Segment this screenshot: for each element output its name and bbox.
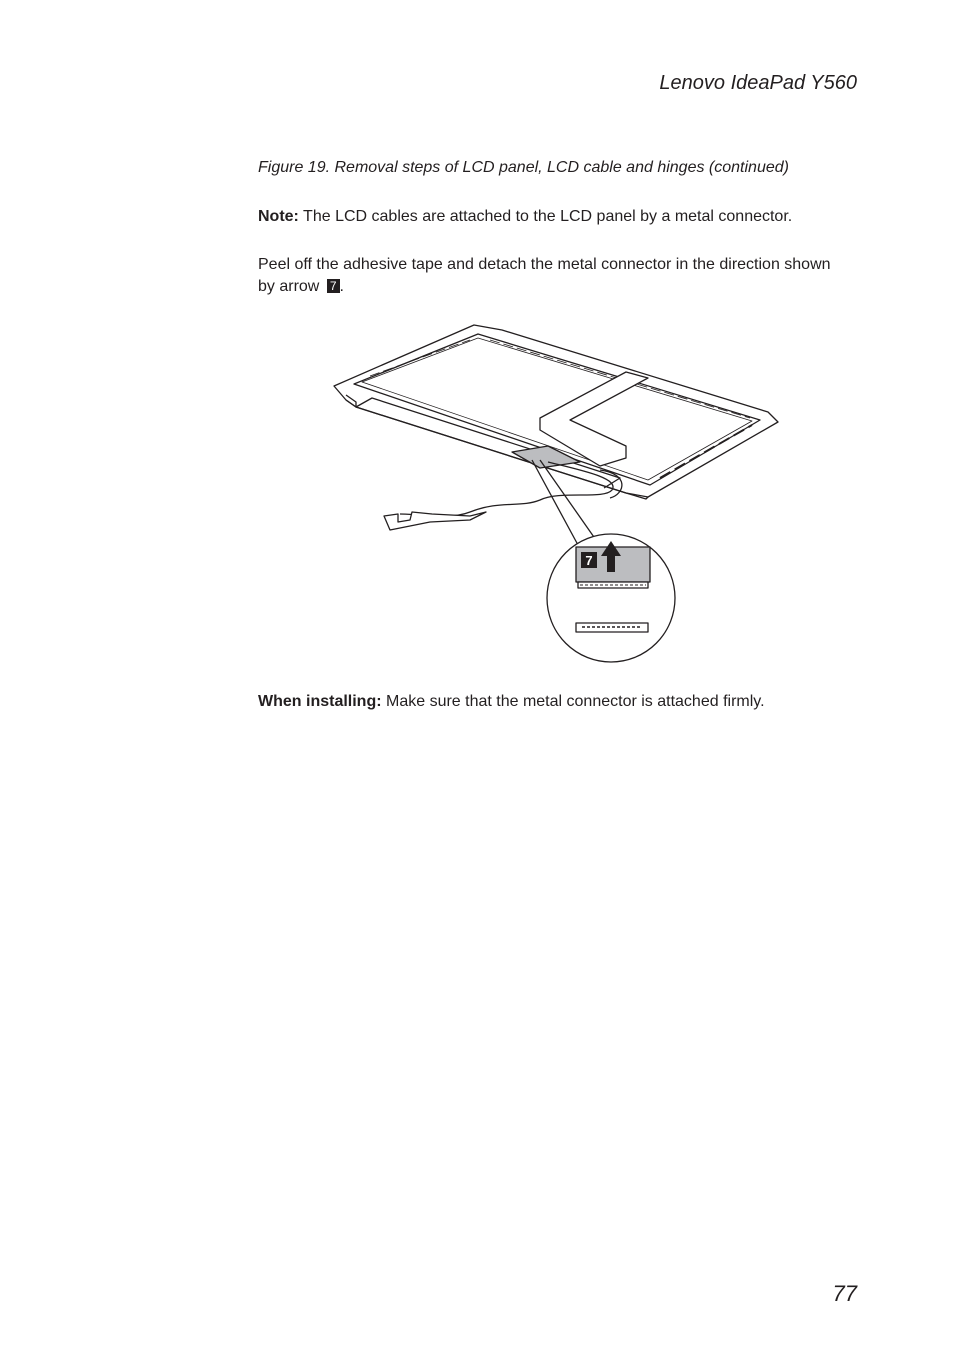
installing-paragraph <box>258 691 848 713</box>
running-header-title: Lenovo IdeaPad Y560 <box>659 72 857 94</box>
figure-caption: Figure 19. Removal steps of LCD panel, LCD cable and hinges (continued) <box>258 159 789 176</box>
lcd-cable <box>400 462 613 516</box>
cable-end-connector <box>384 512 486 530</box>
step-badge: 7 <box>327 279 340 293</box>
lcd-connector-diagram <box>320 315 790 670</box>
peel-text: Peel off the adhesive tape and detach the metal connector in the direction shown by arrow <box>258 256 831 295</box>
callout-step-number: 7 <box>585 553 593 568</box>
note-paragraph <box>258 206 848 228</box>
peel-instruction <box>258 254 848 298</box>
installing-text: Make sure that the metal connector is attached firmly. <box>381 693 765 710</box>
note-label: Note: <box>258 208 299 225</box>
page-number: 77 <box>832 1281 857 1306</box>
peel-suffix: . <box>339 278 344 295</box>
metal-connector-on-panel <box>512 446 580 468</box>
note-text: The LCD cables are attached to the LCD panel by a metal connector. <box>298 208 793 225</box>
installing-label: When installing: <box>258 693 382 710</box>
